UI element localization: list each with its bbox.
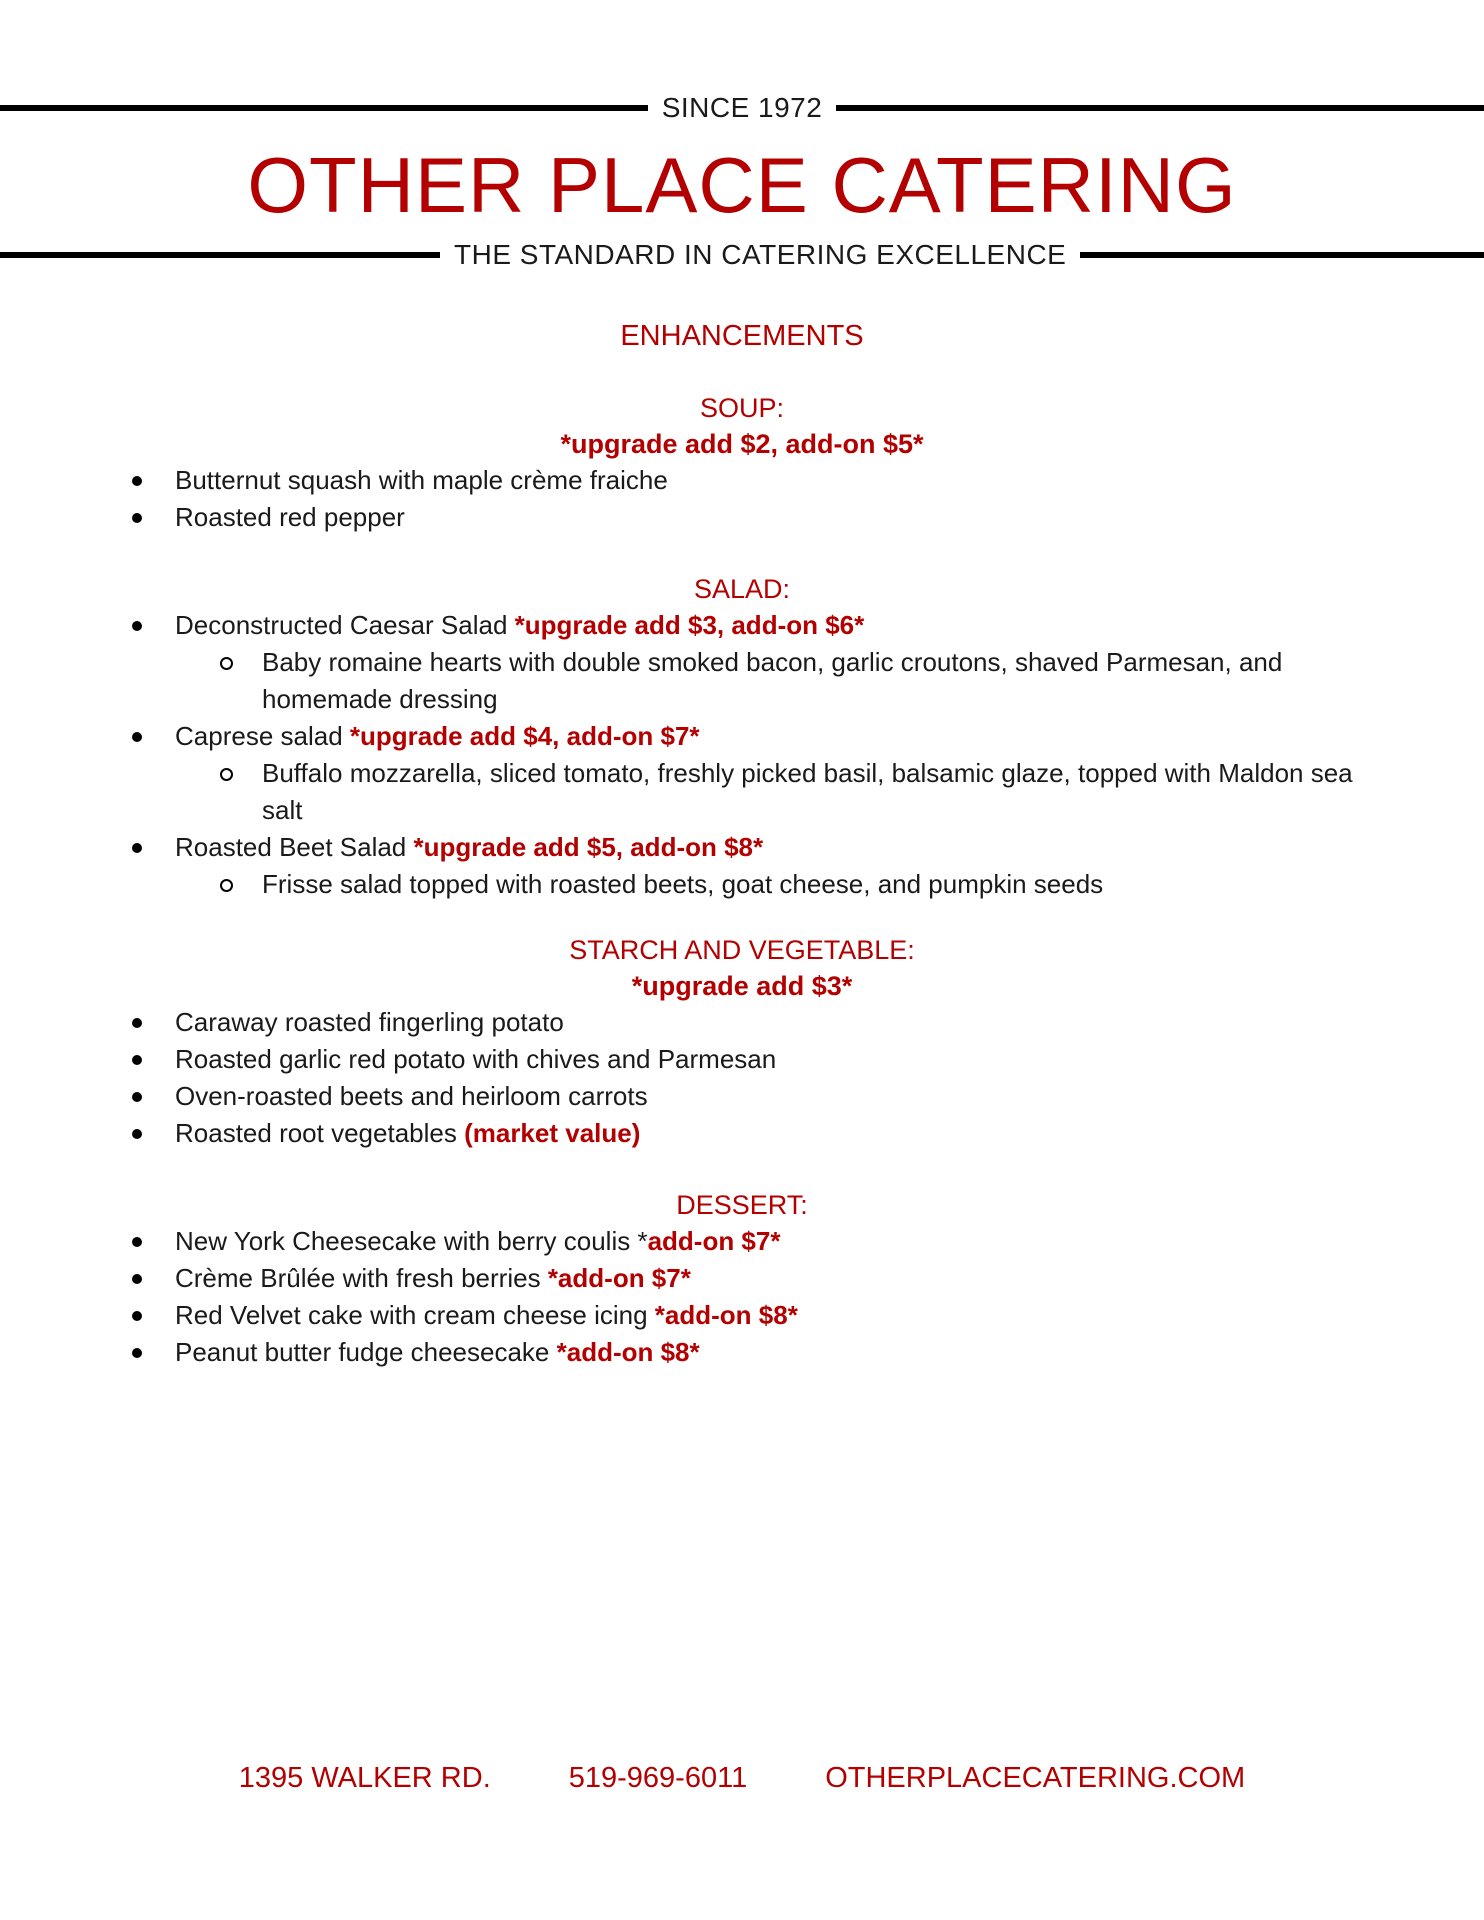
list-item: Caraway roasted fingerling potato (0, 1004, 1484, 1041)
list-item: Caprese salad *upgrade add $4, add-on $7* Buffalo mozzarella, sliced tomato, freshly picked basil, balsamic glaze, topped with Maldon sea salt (0, 718, 1484, 829)
footer-address: 1395 WALKER RD. (238, 1762, 491, 1794)
circle-bullet-icon (220, 657, 233, 670)
page-title: ENHANCEMENTS (620, 320, 864, 352)
list-item: Crème Brûlée with fresh berries *add-on $7* (0, 1260, 1484, 1297)
bullet-icon (132, 1274, 142, 1284)
soup-title: SOUP: (699, 393, 785, 423)
bullet-icon (132, 621, 142, 631)
list-item: Deconstructed Caesar Salad *upgrade add $3, add-on $6* Baby romaine hearts with double smoked bacon, garlic croutons, shaved Parmesan, and homemade dressing (0, 607, 1484, 718)
list-item: Roasted red pepper (0, 499, 1484, 536)
sub-item: Baby romaine hearts with double smoked bacon, garlic croutons, shaved Parmesan, and homemade dressing (0, 644, 1484, 718)
since-rule-row (0, 92, 1484, 124)
sub-item: Buffalo mozzarella, sliced tomato, freshly picked basil, balsamic glaze, topped with Maldon sea salt (0, 755, 1484, 829)
list-item: Oven-roasted beets and heirloom carrots (0, 1078, 1484, 1115)
bullet-icon (132, 732, 142, 742)
bullet-icon (132, 1311, 142, 1321)
list-item: Peanut butter fudge cheesecake *add-on $8* (0, 1334, 1484, 1371)
price-note: *upgrade add $5, add-on $8* (413, 832, 764, 862)
starch-price: *upgrade add $3* (631, 971, 853, 1001)
price-note: *upgrade add $3, add-on $6* (514, 610, 865, 640)
list-item: Roasted garlic red potato with chives and Parmesan (0, 1041, 1484, 1078)
soup-list (0, 462, 1484, 536)
dessert-list (0, 1223, 1484, 1371)
tagline-text: THE STANDARD IN CATERING EXCELLENCE (454, 239, 1067, 270)
price-note: *upgrade add $4, add-on $7* (349, 721, 700, 751)
right-rule (1080, 252, 1484, 258)
bullet-icon (132, 1092, 142, 1102)
price-note: *add-on $7* (547, 1263, 691, 1293)
price-note: *add-on $8* (556, 1337, 700, 1367)
salad-title: SALAD: (693, 574, 791, 604)
dessert-title: DESSERT: (676, 1190, 808, 1220)
tagline-rule-row (0, 239, 1484, 271)
footer-phone: 519-969-6011 (568, 1762, 748, 1794)
salad-list (0, 607, 1484, 903)
list-item: Butternut squash with maple crème fraiche (0, 462, 1484, 499)
list-item: Red Velvet cake with cream cheese icing *add-on $8* (0, 1297, 1484, 1334)
starch-title: STARCH AND VEGETABLE: (569, 935, 915, 965)
footer (0, 1762, 1484, 1795)
bullet-icon (132, 843, 142, 853)
bullet-icon (132, 476, 142, 486)
left-rule (0, 105, 648, 111)
list-item: Roasted root vegetables (market value) (0, 1115, 1484, 1152)
since-text: SINCE 1972 (661, 92, 823, 123)
bullet-icon (132, 1129, 142, 1139)
list-item: New York Cheesecake with berry coulis *add-on $7* (0, 1223, 1484, 1260)
list-item: Roasted Beet Salad *upgrade add $5, add-on $8* Frisse salad topped with roasted beets, goat cheese, and pumpkin seeds (0, 829, 1484, 903)
right-rule (836, 105, 1484, 111)
bullet-icon (132, 1348, 142, 1358)
starch-list (0, 1004, 1484, 1152)
bullet-icon (132, 1018, 142, 1028)
brand-title: OTHER PLACE CATERING (247, 141, 1237, 229)
price-note: *add-on $8* (654, 1300, 798, 1330)
bullet-icon (132, 1237, 142, 1247)
left-rule (0, 252, 440, 258)
circle-bullet-icon (220, 768, 233, 781)
market-note: (market value) (464, 1118, 641, 1148)
bullet-icon (132, 1055, 142, 1065)
circle-bullet-icon (220, 879, 233, 892)
bullet-icon (132, 513, 142, 523)
sub-item: Frisse salad topped with roasted beets, goat cheese, and pumpkin seeds (0, 866, 1484, 903)
footer-website: OTHERPLACECATERING.COM (825, 1762, 1246, 1794)
soup-price: *upgrade add $2, add-on $5* (560, 429, 924, 459)
price-note: add-on $7* (647, 1226, 781, 1256)
